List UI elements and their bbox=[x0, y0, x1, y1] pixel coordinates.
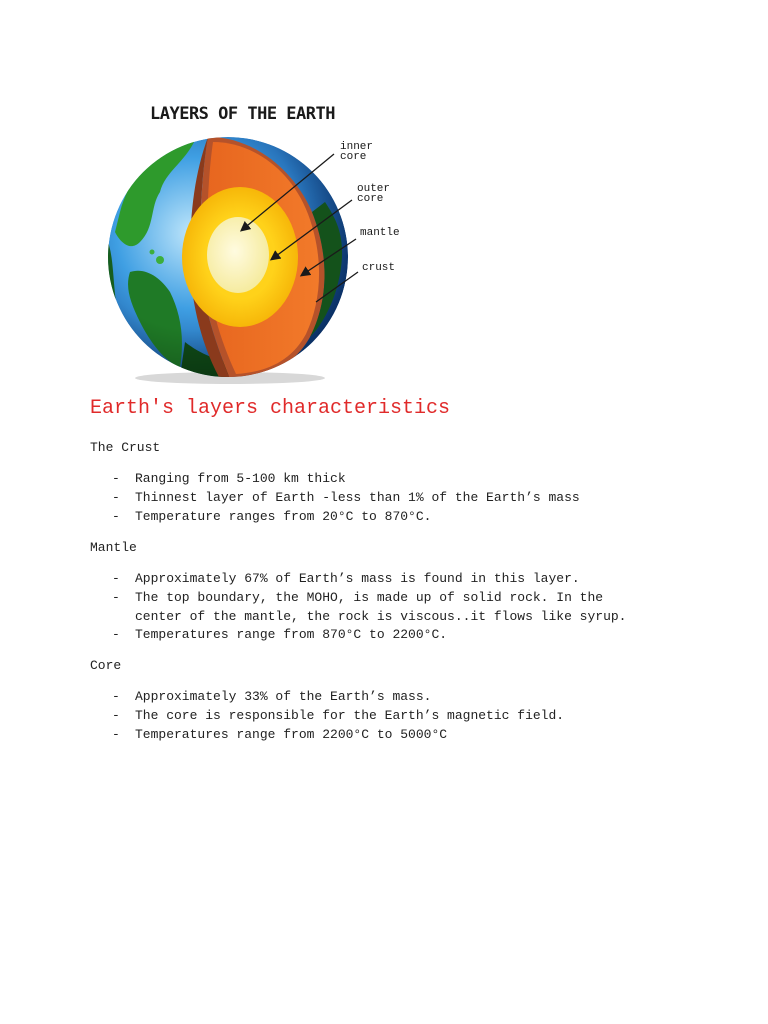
list-item: - Approximately 67% of Earth’s mass is found in this layer. bbox=[112, 570, 626, 589]
list-item: - Temperature ranges from 20°C to 870°C. bbox=[112, 508, 580, 527]
crust-section-title: The Crust bbox=[90, 440, 161, 455]
list-item: - Temperatures range from 2200°C to 5000°C bbox=[112, 726, 564, 745]
core-bullet-list bbox=[112, 688, 564, 744]
list-item: - Approximately 33% of the Earth’s mass. bbox=[112, 688, 564, 707]
inner-core-label: inner core bbox=[340, 141, 374, 163]
list-item: - Ranging from 5-100 km thick bbox=[112, 470, 580, 489]
earth-layers-figure bbox=[90, 92, 420, 387]
mantle-label: mantle bbox=[360, 227, 400, 239]
figure-title: LAYERS OF THE EARTH bbox=[150, 104, 335, 124]
core-section-title: Core bbox=[90, 658, 122, 673]
earth-cutaway-illustration bbox=[90, 92, 420, 387]
list-item: - Thinnest layer of Earth -less than 1% of the Earth’s mass bbox=[112, 489, 580, 508]
list-item: - Temperatures range from 870°C to 2200°C. bbox=[112, 626, 626, 645]
crust-bullet-list bbox=[112, 470, 580, 526]
list-item: - The top boundary, the MOHO, is made up of solid rock. In the center of the mantle, the rock is viscous..it flows like syrup. bbox=[112, 589, 626, 627]
crust-label: crust bbox=[362, 262, 396, 274]
page-heading: Earth's layers characteristics bbox=[90, 397, 451, 420]
mantle-bullet-list bbox=[112, 570, 626, 645]
mantle-section-title: Mantle bbox=[90, 540, 137, 555]
list-item: - The core is responsible for the Earth’s magnetic field. bbox=[112, 707, 564, 726]
outer-core-label: outer core bbox=[357, 183, 391, 205]
